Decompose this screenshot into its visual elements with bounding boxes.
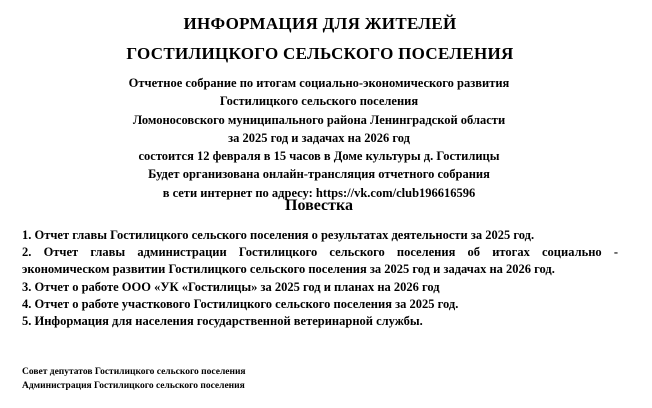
announcement-line: в сети интернет по адресу: https://vk.com/club196616596 [162, 185, 476, 200]
agenda-item-4: 4. Отчет о работе участкового Гостилицкого сельского поселения за 2025 год. [22, 296, 459, 311]
announcement-line: за 2025 год и задачах на 2026 год [228, 130, 410, 145]
agenda-item-2 [22, 244, 618, 278]
agenda-item-2-line2: экономическом развитии Гостилицкого сельского поселения за 2025 год и задачах на 2026 год. [22, 262, 555, 277]
announcement-line: Гостилицкого сельского поселения [219, 94, 419, 109]
page-title-line1: ИНФОРМАЦИЯ ДЛЯ ЖИТЕЛЕЙ [183, 14, 457, 33]
signature-council: Совет депутатов Гостилицкого сельского поселения [22, 367, 246, 377]
meeting-announcement [0, 74, 638, 202]
signature-administration: Администрация Гостилицкого сельского поселения [22, 380, 245, 391]
agenda-list [22, 227, 618, 330]
agenda-item-1: 1. Отчет главы Гостилицкого сельского поселения о результатах деятельности за 2025 год. [22, 228, 535, 242]
announcement-line: Отчетное собрание по итогам социально-экономического развития [128, 76, 510, 90]
agenda-item-5: 5. Информация для населения государственной ветеринарной службы. [22, 314, 423, 329]
agenda-item-2-line1: 2. Отчет главы администрации Гостилицкого сельского поселения об итогах социально - [22, 245, 618, 260]
announcement-line: Будет организована онлайн-трансляция отчетного собрания [148, 167, 490, 182]
announcement-line: состоится 12 февраля в 15 часов в Доме культуры д. Гостилицы [138, 149, 500, 164]
signature-block [22, 366, 246, 393]
announcement-line: Ломоносовского муниципального района Ленинградской области [132, 112, 506, 127]
agenda-heading: Повестка [285, 197, 353, 214]
agenda-item-3: 3. Отчет о работе ООО «УК «Гостилицы» за 2025 год и планах на 2026 год [22, 279, 440, 294]
page-title-line2: ГОСТИЛИЦКОГО СЕЛЬСКОГО ПОСЕЛЕНИЯ [126, 44, 514, 63]
